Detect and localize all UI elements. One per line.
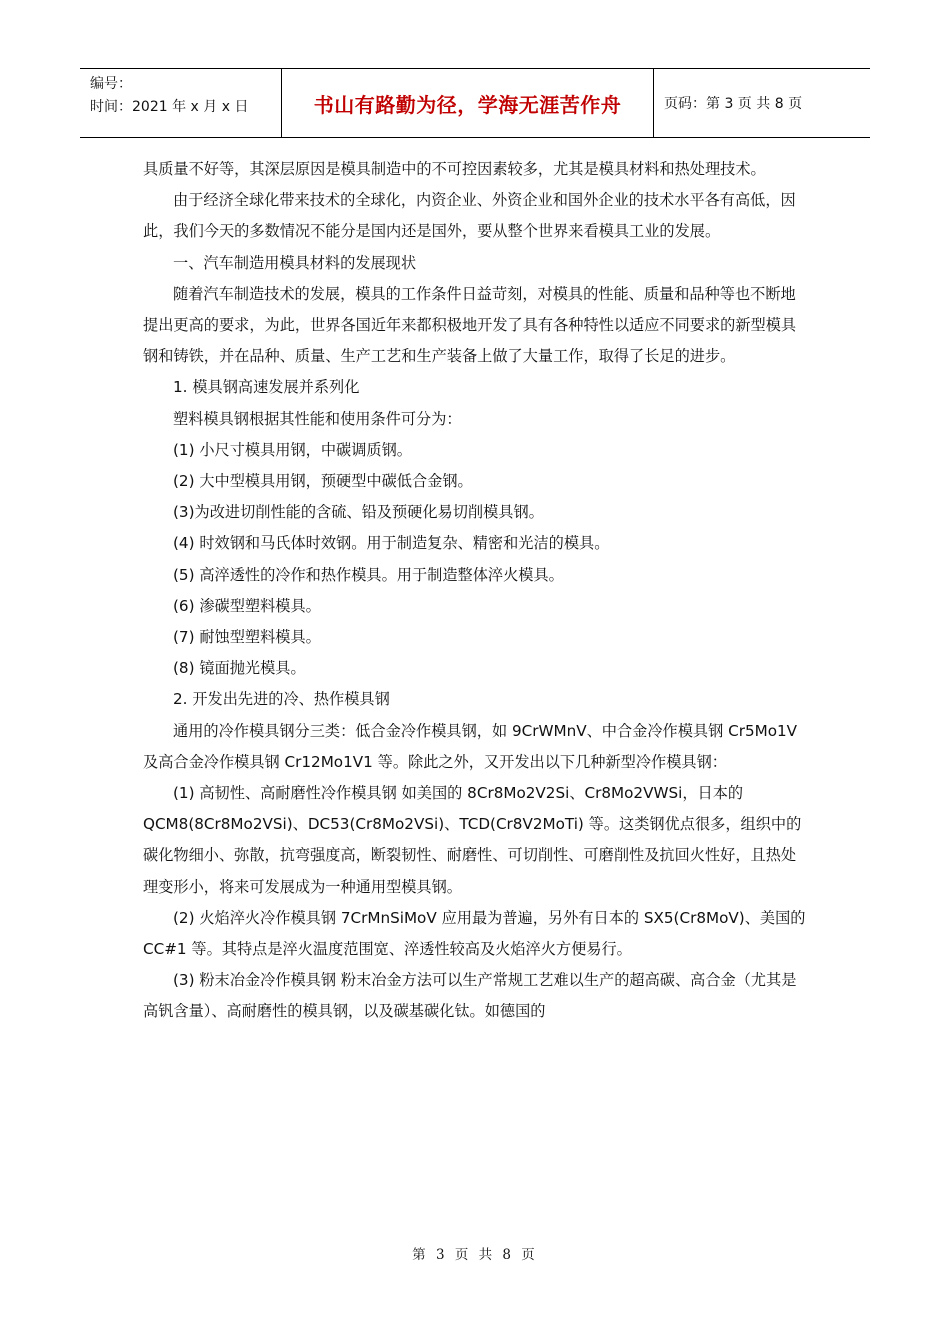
paragraph: (2) 火焰淬火冷作模具钢 7CrMnSiMoV 应用最为普遍，另外有日本的 SX5(Cr8MoV)、美国的 CC#1 等。其特点是淬火温度范围宽、淬透性较高及火焰淬火方便易行。 (143, 908, 806, 959)
list-item: (8) 镜面抛光模具。 (173, 659, 306, 678)
document-number-label: 编号： (90, 76, 132, 92)
paragraph: (3) 粉末冶金冷作模具钢 粉末冶金方法可以生产常规工艺难以生产的超高碳、高合金（尤其是高钒含量）、高耐磨性的模具钢，以及碳基碳化钛。如德国的 (143, 971, 797, 1021)
list-item: (7) 耐蚀型塑料模具。 (173, 628, 321, 647)
paragraph: 塑料模具钢根据其性能和使用条件可分为： (173, 409, 462, 428)
header-page-info: 页码：第 3 页 共 8 页 (664, 96, 803, 112)
paragraph: 由于经济全球化带来技术的全球化，内资企业、外资企业和国外企业的技术水平各有高低，因此，我们今天的多数情况不能分是国内还是国外，要从整个世界来看模具工业的发展。 (143, 191, 796, 241)
header-meta (80, 69, 282, 137)
list-item: (1) 小尺寸模具用钢，中碳调质钢。 (173, 440, 412, 459)
paragraph: 具质量不好等，其深层原因是模具制造中的不可控因素较多，尤其是模具材料和热处理技术。 (143, 160, 766, 178)
paragraph: (1) 高韧性、高耐磨性冷作模具钢 如美国的 8Cr8Mo2V2Si、Cr8Mo2VWSi，日本的 QCM8(8Cr8Mo2VSi)、DC53(Cr8Mo2VSi)、TCD(Cr8V2MoTi) 等。这类钢优点很多，组织中的碳化物细小、弥散，抗弯强度高，断裂韧性、耐磨性、可切削性、可磨削性及抗回火性好，且热处理变形小，将来可发展成为一种通用型模具钢。 (143, 784, 802, 896)
header-motto: 书山有路勤为径，学海无涯苦作舟 (282, 69, 654, 137)
list-item: (3)为改进切削性能的含硫、铅及预硬化易切削模具钢。 (173, 503, 544, 522)
section-heading: 一、汽车制造用模具材料的发展现状 (173, 253, 416, 272)
page-footer: 第 3 页 共 8 页 (412, 1247, 538, 1263)
paragraph: 通用的冷作模具钢分三类：低合金冷作模具钢，如 9CrWMnV、中合金冷作模具钢 Cr5Mo1V 及高合金冷作模具钢 Cr12Mo1V1 等。除此之外，又开发出以下几种新型冷作模具钢： (143, 721, 798, 771)
list-item: (6) 渗碳型塑料模具。 (173, 596, 321, 615)
paragraph: 随着汽车制造技术的发展，模具的工作条件日益苛刻，对模具的性能、质量和品种等也不断地提出更高的要求，为此，世界各国近年来都积极地开发了具有各种特性以适应不同要求的新型模具钢和铸铁，并在品种、质量、生产工艺和生产装备上做了大量工作，取得了长足的进步。 (143, 284, 797, 366)
document-date: 时间：2021 年 x 月 x 日 (90, 99, 249, 115)
list-item: (4) 时效钢和马氏体时效钢。用于制造复杂、精密和光洁的模具。 (173, 534, 610, 553)
subsection-heading: 1. 模具钢高速发展并系列化 (173, 378, 360, 397)
list-item: (2) 大中型模具用钢，预硬型中碳低合金钢。 (173, 472, 473, 491)
subsection-heading: 2. 开发出先进的冷、热作模具钢 (173, 690, 390, 709)
page-header (80, 68, 870, 138)
list-item: (5) 高淬透性的冷作和热作模具。用于制造整体淬火模具。 (173, 565, 564, 584)
document-body (143, 154, 807, 1028)
